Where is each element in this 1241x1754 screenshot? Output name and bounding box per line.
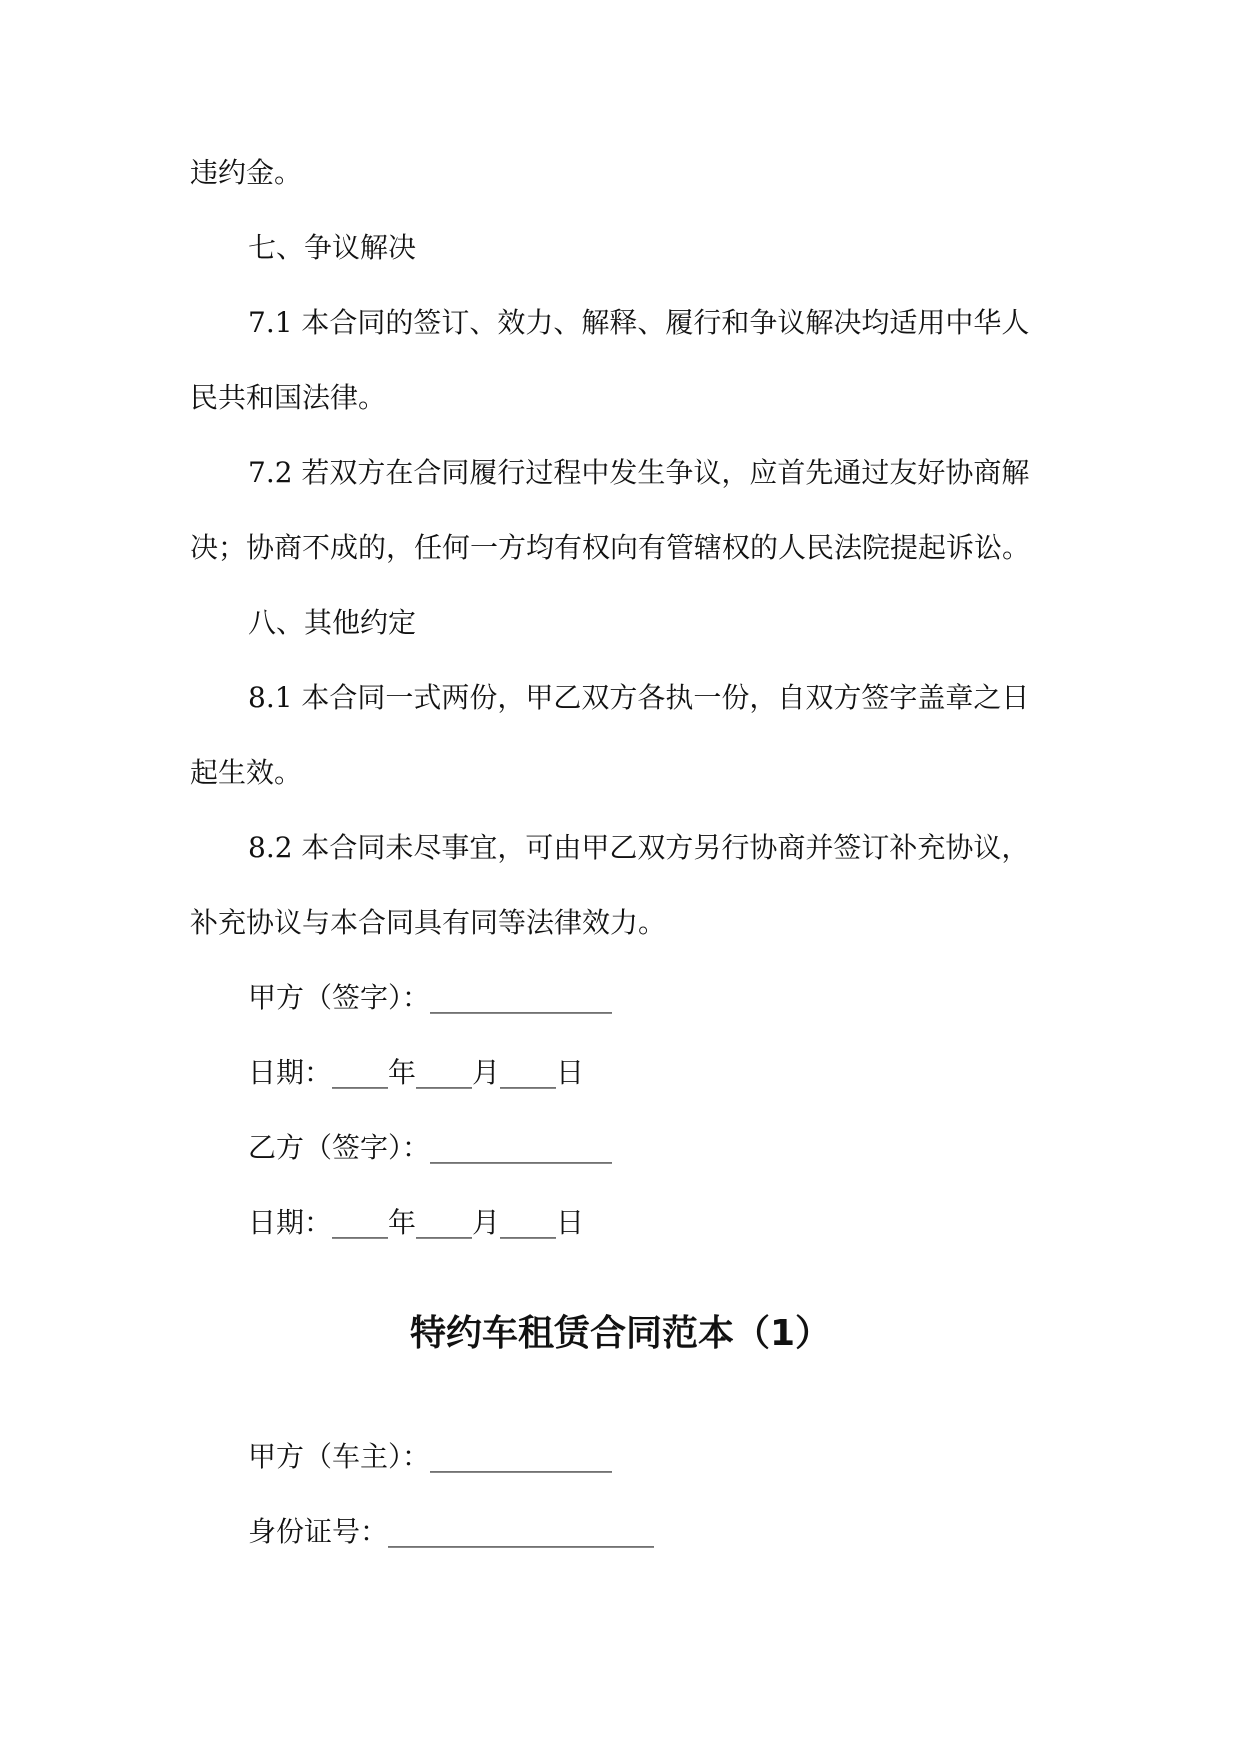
text-line: 8.1 本合同一式两份，甲乙双方各执一份，自双方签字盖章之日	[248, 681, 1030, 714]
text-line: 违约金。	[190, 156, 303, 189]
text-line: 决；协商不成的，任何一方均有权向有管辖权的人民法院提起诉讼。	[190, 531, 1031, 564]
text-line: 民共和国法律。	[190, 381, 387, 414]
section-heading-other: 八、其他约定	[248, 606, 417, 639]
section-heading-dispute: 七、争议解决	[248, 231, 417, 264]
text-line: 7.2 若双方在合同履行过程中发生争议，应首先通过友好协商解	[248, 456, 1030, 489]
party-b-signature-field: 乙方（签字）：_____________	[248, 1131, 613, 1164]
party-a-date-field: 日期：____年____月____日	[248, 1056, 585, 1089]
party-a-signature-field: 甲方（签字）：_____________	[248, 981, 613, 1014]
owner-field: 甲方（车主）：_____________	[248, 1440, 613, 1473]
party-b-date-field: 日期：____年____月____日	[248, 1206, 585, 1239]
text-line: 起生效。	[190, 756, 303, 789]
id-number-field: 身份证号：___________________	[248, 1515, 655, 1548]
document-title: 特约车租赁合同范本（1）	[409, 1313, 832, 1354]
text-line: 补充协议与本合同具有同等法律效力。	[190, 906, 667, 939]
text-line: 8.2 本合同未尽事宜，可由甲乙双方另行协商并签订补充协议，	[248, 831, 1030, 864]
text-line: 7.1 本合同的签订、效力、解释、履行和争议解决均适用中华人	[248, 306, 1030, 339]
